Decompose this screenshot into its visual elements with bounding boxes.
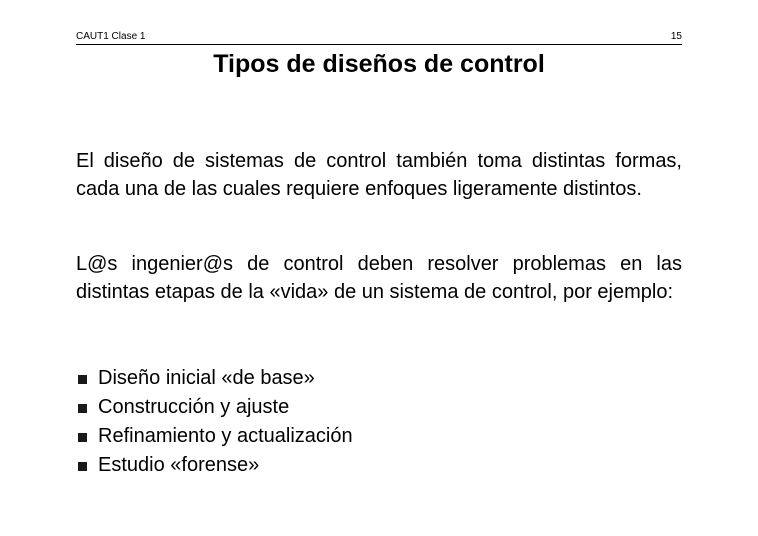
square-bullet-icon [78, 462, 87, 471]
page-number: 15 [670, 31, 682, 42]
list-item [76, 393, 682, 422]
bullet-list [76, 364, 682, 480]
list-item [76, 422, 682, 451]
slide-title: Tipos de diseños de control [213, 50, 545, 78]
course-label: CAUT1 Clase 1 [76, 31, 146, 42]
paragraph-intro: El diseño de sistemas de control también toma distintas formas, cada una de las cuales requiere enfoques ligeramente distintos. [76, 150, 682, 200]
list-item [76, 451, 682, 480]
list-item [76, 364, 682, 393]
list-item-text: Estudio «forense» [98, 454, 260, 476]
list-item-text: Construcción y ajuste [98, 396, 290, 418]
list-item-text: Diseño inicial «de base» [98, 367, 315, 389]
square-bullet-icon [78, 433, 87, 442]
square-bullet-icon [78, 404, 87, 413]
square-bullet-icon [78, 375, 87, 384]
slide-header [76, 30, 682, 44]
header-divider [76, 44, 682, 45]
list-item-text: Refinamiento y actualización [98, 425, 353, 447]
paragraph-engineers: L@s ingenier@s de control deben resolver problemas en las distintas etapas de la «vida» de un sistema de control, por ejemplo: [76, 253, 682, 303]
